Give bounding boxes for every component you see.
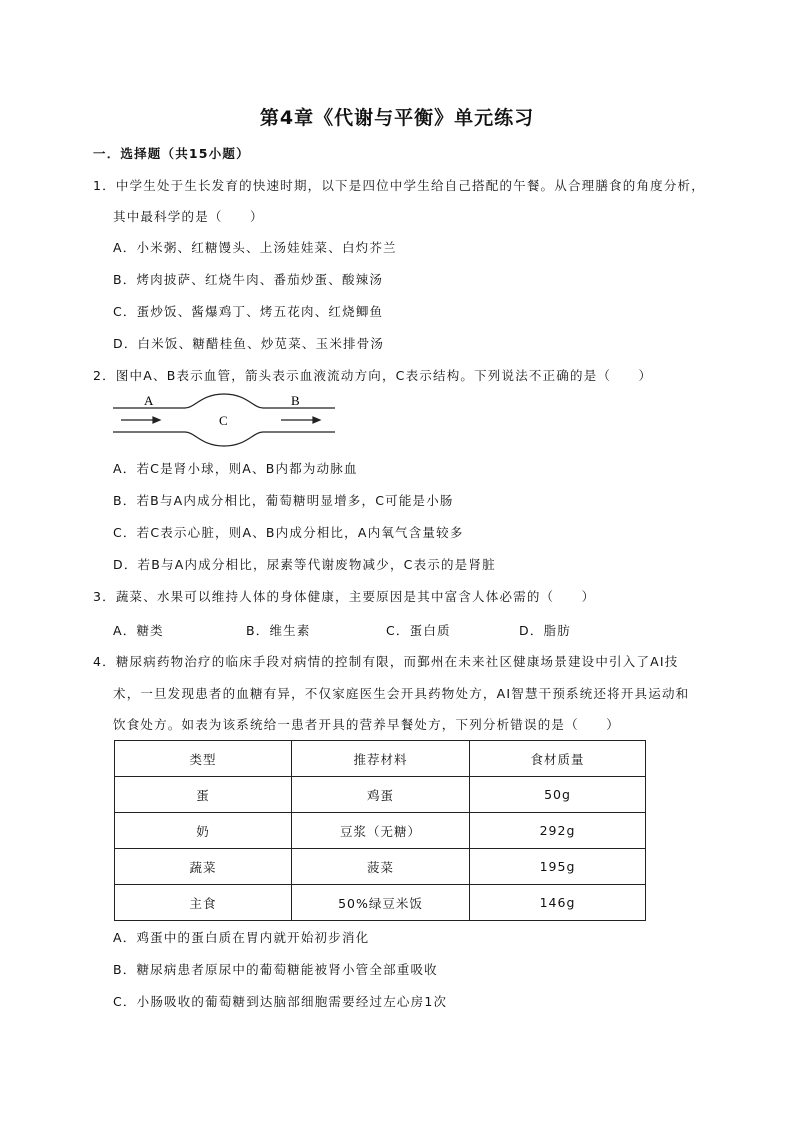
q1-option-c: C．蛋炒饭、酱爆鸡丁、烤五花肉、红烧鲫鱼 <box>113 304 384 319</box>
table-cell: 蛋 <box>115 777 292 813</box>
table-cell: 195g <box>470 849 646 885</box>
table-header-cell: 推荐材料 <box>292 741 470 777</box>
q1-option-a: A．小米粥、红糖馒头、上汤娃娃菜、白灼芥兰 <box>113 240 397 255</box>
q3-option-a: A．糖类 <box>113 623 164 638</box>
table-cell: 50%绿豆米饭 <box>292 885 470 921</box>
table-cell: 奶 <box>115 813 292 849</box>
q2-option-c: C．若C表示心脏，则A、B内成分相比，A内氧气含量较多 <box>113 525 464 540</box>
q3-stem: 3．蔬菜、水果可以维持人体的身体健康，主要原因是其中富含人体必需的（ ） <box>93 589 596 604</box>
q1-stem-line2: 其中最科学的是（ ） <box>113 209 264 224</box>
table-header-cell: 食材质量 <box>470 741 646 777</box>
q2-option-a: A．若C是肾小球，则A、B内都为动脉血 <box>113 461 358 476</box>
blood-vessel-diagram <box>113 390 335 448</box>
q2-stem: 2．图中A、B表示血管，箭头表示血液流动方向，C表示结构。下列说法不正确的是（ ） <box>93 368 653 383</box>
page-title: 第4章《代谢与平衡》单元练习 <box>259 107 535 129</box>
label-a: A <box>144 393 154 408</box>
table-row <box>115 885 646 921</box>
q2-option-b: B．若B与A内成分相比，葡萄糖明显增多，C可能是小肠 <box>113 493 454 508</box>
label-c: C <box>219 413 228 428</box>
table-header-row <box>115 741 646 777</box>
table-cell: 146g <box>470 885 646 921</box>
table-header-cell: 类型 <box>115 741 292 777</box>
nutrition-table <box>114 740 646 921</box>
table-cell: 鸡蛋 <box>292 777 470 813</box>
table-cell: 菠菜 <box>292 849 470 885</box>
q2-option-d: D．若B与A内成分相比，尿素等代谢废物减少，C表示的是肾脏 <box>113 557 496 572</box>
q4-option-b: B．糖尿病患者原尿中的葡萄糖能被肾小管全部重吸收 <box>113 962 438 977</box>
table-row <box>115 849 646 885</box>
q4-option-c: C．小肠吸收的葡萄糖到达脑部细胞需要经过左心房1次 <box>113 994 448 1009</box>
q4-stem-line1: 4．糖尿病药物治疗的临床手段对病情的控制有限，而鄞州在未来社区健康场景建设中引入了AI技 <box>93 654 679 669</box>
table-cell: 50g <box>470 777 646 813</box>
table-row <box>115 777 646 813</box>
q3-option-d: D．脂肪 <box>519 623 571 638</box>
q4-option-a: A．鸡蛋中的蛋白质在胃内就开始初步消化 <box>113 930 370 945</box>
label-b: B <box>291 393 300 408</box>
q4-stem-line3: 饮食处方。如表为该系统给一患者开具的营养早餐处方，下列分析错误的是（ ） <box>113 717 620 732</box>
q1-option-d: D．白米饭、糖醋桂鱼、炒苋菜、玉米排骨汤 <box>113 336 385 351</box>
section-heading: 一．选择题（共15小题） <box>93 146 250 161</box>
q3-option-b: B．维生素 <box>246 623 311 638</box>
q1-option-b: B．烤肉披萨、红烧牛肉、番茄炒蛋、酸辣汤 <box>113 272 384 287</box>
q4-stem-line2: 术，一旦发现患者的血糖有异，不仅家庭医生会开具药物处方，AI智慧干预系统还将开具运动和 <box>113 686 690 701</box>
q1-stem-line1: 1．中学生处于生长发育的快速时期，以下是四位中学生给自己搭配的午餐。从合理膳食的角度分析， <box>93 178 705 193</box>
table-cell: 主食 <box>115 885 292 921</box>
table-cell: 蔬菜 <box>115 849 292 885</box>
table-cell: 292g <box>470 813 646 849</box>
table-row <box>115 813 646 849</box>
table-cell: 豆浆（无糖） <box>292 813 470 849</box>
q3-option-c: C．蛋白质 <box>386 623 451 638</box>
